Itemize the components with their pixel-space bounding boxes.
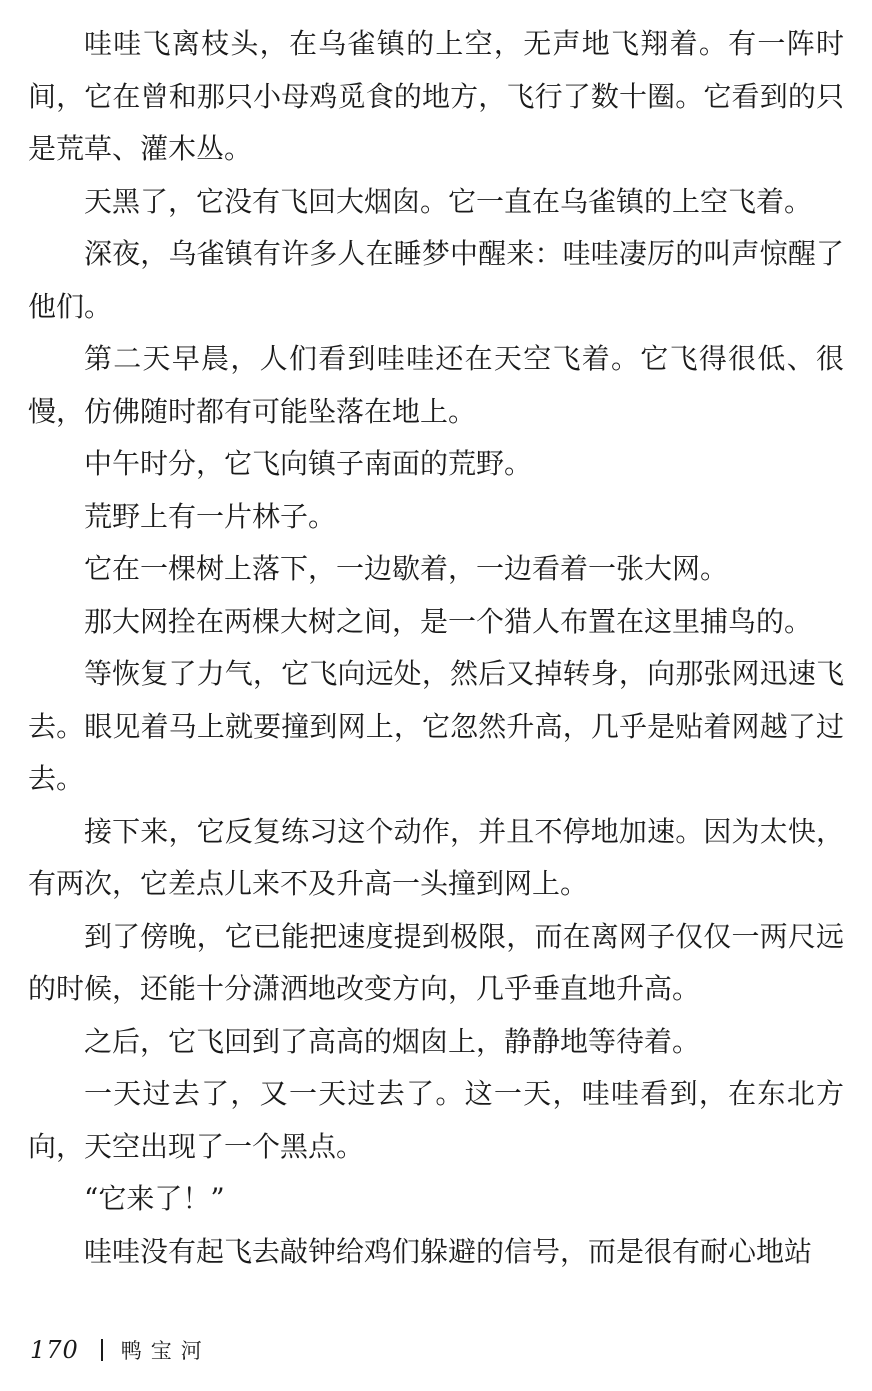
paragraph-11: 到了傍晚，它已能把速度提到极限，而在离网子仅仅一两尺远的时候，还能十分潇洒地改变方向，几乎垂直地升高。 (28, 919, 844, 1005)
paragraph-15: 哇哇没有起飞去敲钟给鸡们躲避的信号，而是很有耐心地站 (84, 1234, 813, 1268)
paragraph-10: 接下来，它反复练习这个动作，并且不停地加速。因为太快，有两次，它差点儿来不及升高一头撞到网上。 (28, 814, 844, 900)
paragraph-14: “它来了！” (84, 1182, 225, 1215)
paragraph-2: 天黑了，它没有飞回大烟囱。它一直在乌雀镇的上空飞着。 (84, 184, 813, 218)
book-title: 鸭宝河 (120, 1339, 211, 1363)
paragraph-7: 它在一棵树上落下，一边歇着，一边看着一张大网。 (84, 552, 729, 585)
paragraph-1: 哇哇飞离枝头，在乌雀镇的上空，无声地飞翔着。有一阵时间，它在曾和那只小母鸡觅食的地方，飞行了数十圈。它看到的只是荒草、灌木丛。 (28, 27, 844, 165)
paragraph-3: 深夜，乌雀镇有许多人在睡梦中醒来：哇哇凄厉的叫声惊醒了他们。 (28, 237, 844, 323)
paragraph-13: 一天过去了，又一天过去了。这一天，哇哇看到，在东北方向，天空出现了一个黑点。 (28, 1077, 844, 1163)
paragraph-5: 中午时分，它飞向镇子南面的荒野。 (84, 447, 533, 480)
page-number: 170 (30, 1336, 79, 1364)
footer-divider (101, 1339, 103, 1361)
paragraph-8: 那大网拴在两棵大树之间，是一个猎人布置在这里捕鸟的。 (84, 604, 813, 638)
paragraph-9: 等恢复了力气，它飞向远处，然后又掉转身，向那张网迅速飞去。眼见着马上就要撞到网上，它忽然升高，几乎是贴着网越了过去。 (28, 657, 844, 795)
paragraph-4: 第二天早晨，人们看到哇哇还在天空飞着。它飞得很低、很慢，仿佛随时都有可能坠落在地上。 (28, 342, 844, 428)
paragraph-6: 荒野上有一片林子。 (84, 499, 337, 533)
paragraph-12: 之后，它飞回到了高高的烟囱上，静静地等待着。 (84, 1024, 701, 1058)
body-text (28, 18, 844, 1278)
page-footer (30, 1332, 211, 1368)
